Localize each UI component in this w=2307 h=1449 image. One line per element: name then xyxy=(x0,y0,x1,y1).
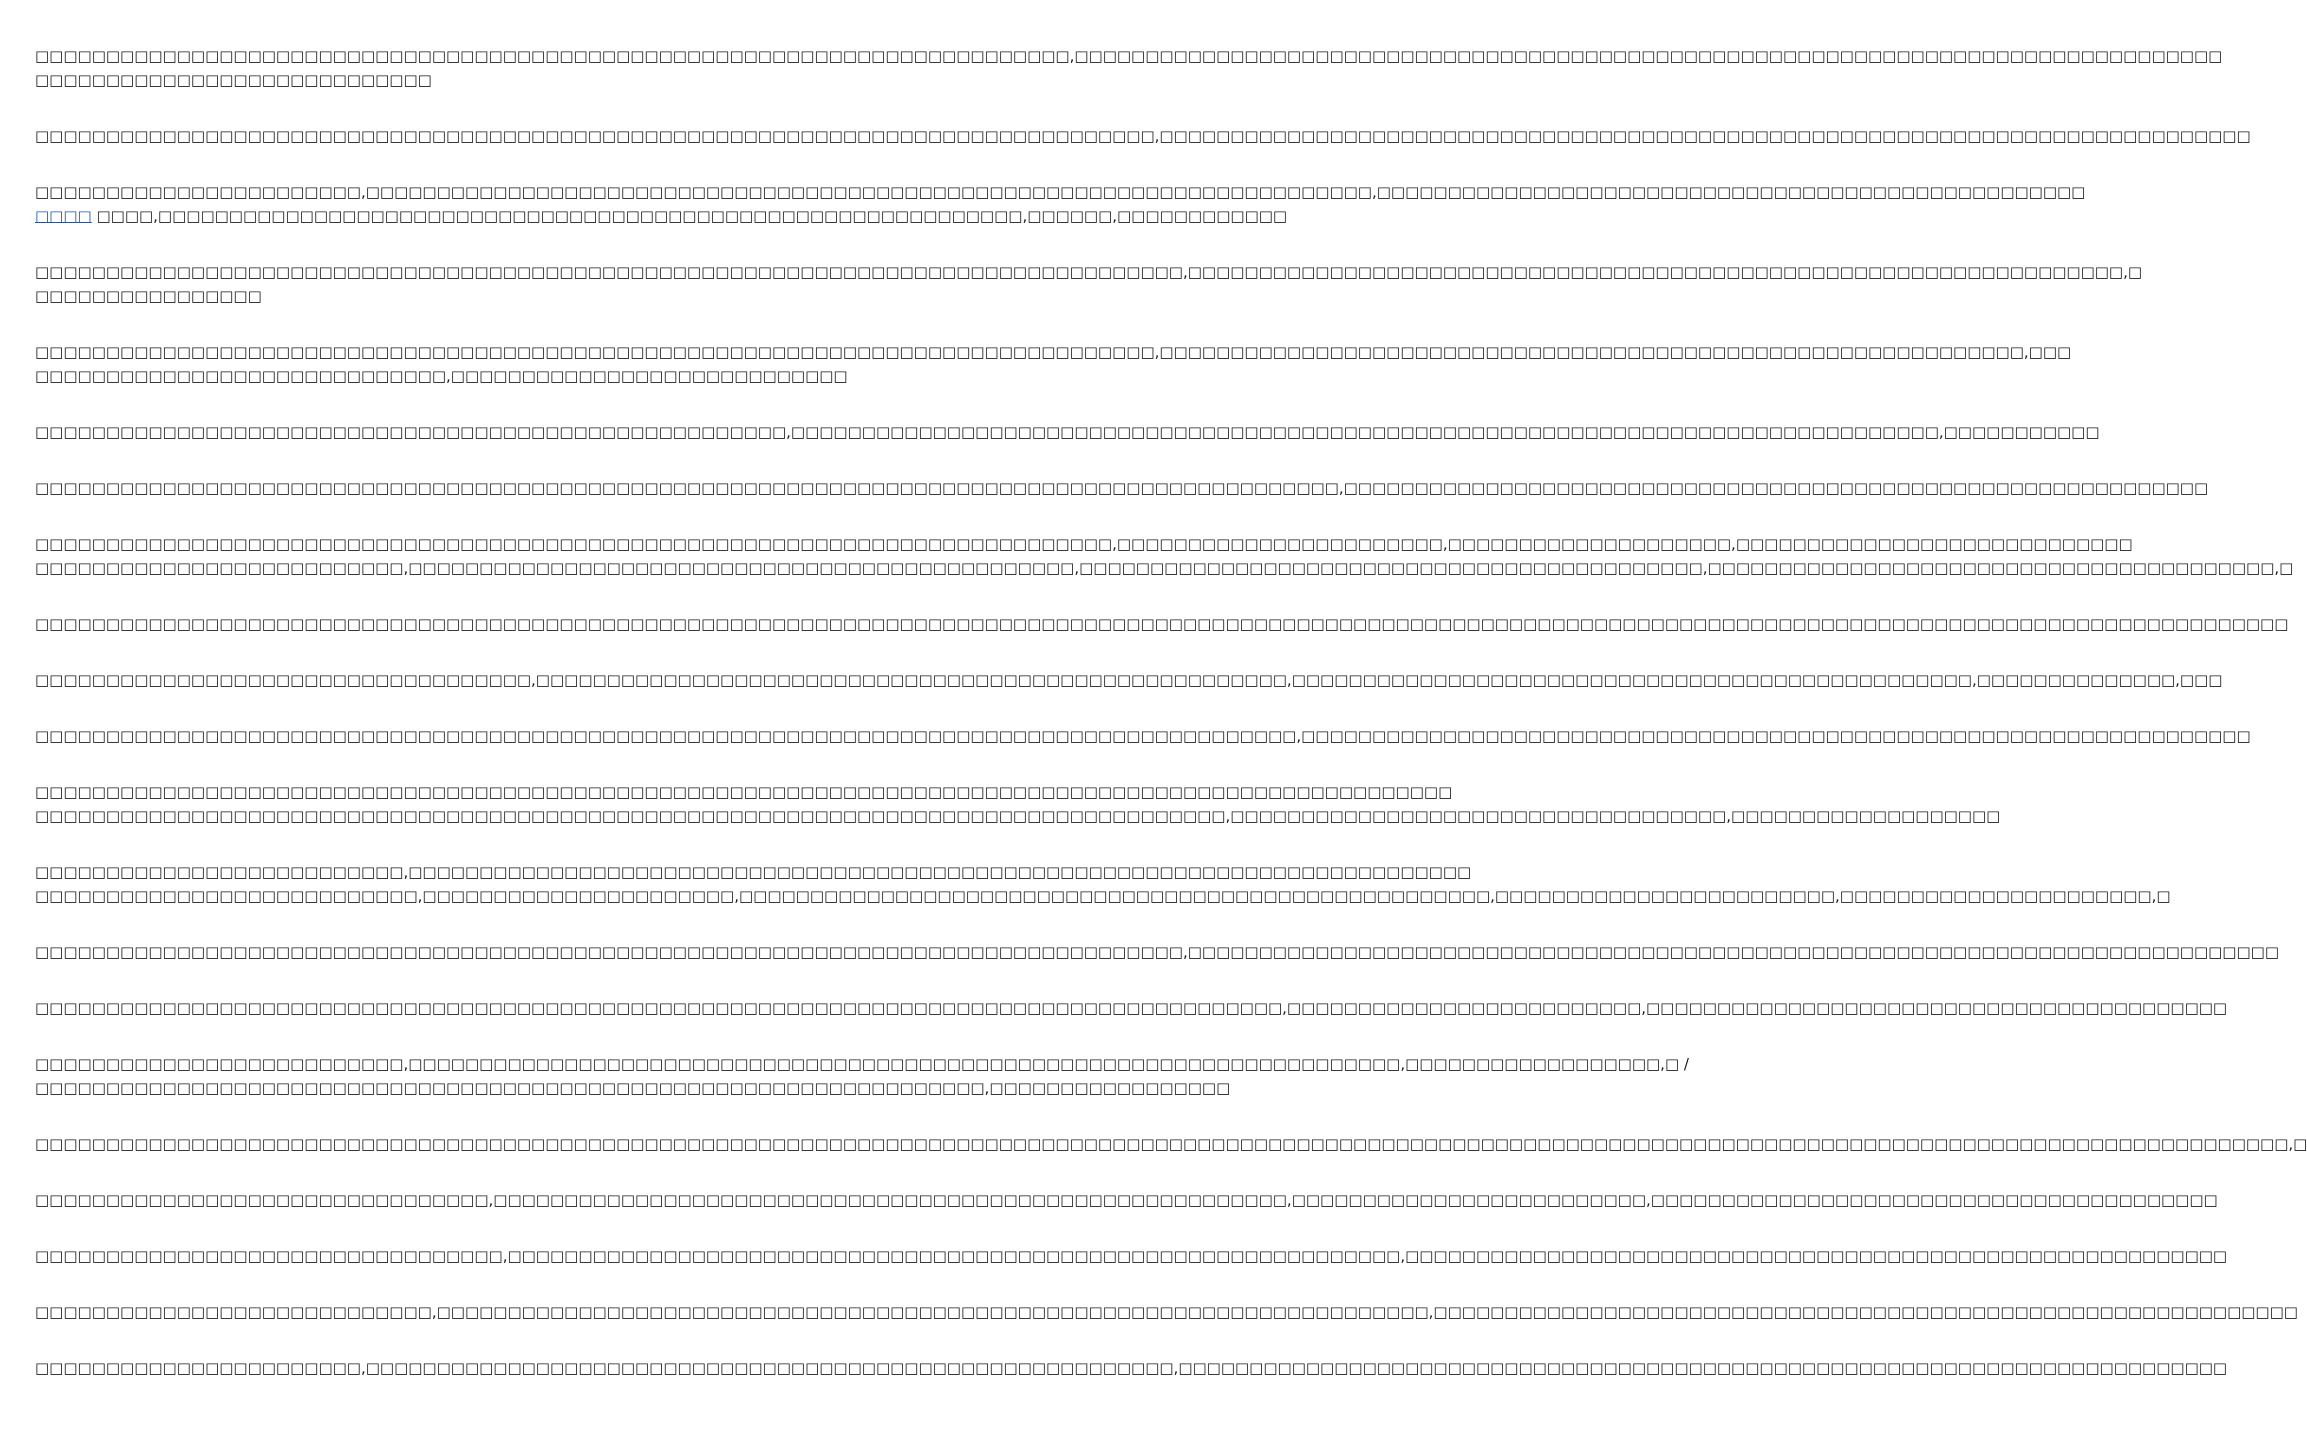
text-line: □□□□□□□□□□□□□□□□□□□□□□□,□□□□□□□□□□□□□□□□□□□□□□□□□□□□□□□□□□□□□□□□□□□□□□□□□□□□□□□□□,□□□□□□□□□□□□□□□□□□□□□□□□□□□□□□□□□□□□□□□□□□□□□□□□□□□□□□□□□□□□□□□□□□□□□□□□□□ xyxy=(35,1359,2228,1377)
text-line: □□□□□□□□□□□□□□□□□□□□□□□□□□□□□□□□□□□□□□□□□□□□□□□□□□□□□□□□□□□□□□□□□□□□□□□□□□□□□□□□□□□□□□□□□□□□□□□□□□□□ xyxy=(35,783,1453,801)
text-line: □□□□□□□□□□□□□□□□□□□□□□□□□□□□,□□□□□□□□□□□□□□□□□□□□□□□□□□□□□□□□□□□□□□□□□□□□□□□□□□□□□□□□□□□□□□□□□□□□□□,□□□□□□□□□□□□□□□□□□□□□□□□□□□□□□□□□□□□□□□□□□□□□□□□□□□□□□□□□□□□□ xyxy=(35,1303,2298,1321)
paragraph xyxy=(35,420,2100,444)
inline-link[interactable]: □□□□ xyxy=(35,207,92,225)
text-line: □□□□□□□□□□□□□□□□□□□□□□□□□□□□□□□□□□□□□□□□□□□□□□□□□□□□□□□□□□□□□□□□□□□□□□□□□,□□□□□□□□□□□□□□□□□□□□□□□□□□□□□□□□□□□□□□□□□□□□□□□□□□□□□□□□□□□□□□□□□□□□□□□□□□□□□□□□□ xyxy=(35,47,2223,65)
text-line: □□□□□□□□□□□□□□□□□□□□□□□□□□□□□□□□□□□□□□□□□□□□□□□□□□□□□□□□□□□□□□□□□□□,□□□□□□□□□□□□□□□□□ xyxy=(35,1079,1231,1097)
text-line: □□□□□□□□□□□□□□□□□□□□□□□□□□□□□□□□□□□□□□□□□□□□□□□□□□□□□□□□□□□□□□□□□□□□□□□□□□□□□□□,□□□□□□□□□□□□□□□□□□□□□□□□□□□□□□□□□□□□□□□□□□□□□□□□□□□□□□□□□□□□□,□□□ xyxy=(35,343,2072,361)
paragraph xyxy=(35,124,2251,148)
paragraph xyxy=(35,1356,2228,1380)
paragraph xyxy=(35,1132,2307,1156)
text-line: □□□□□□□□□□□□□□□□□□□□□□□□□□□□□□□□□□□□□□□□□□□□□□□□□□□□□□□□□□□□□□□□□□□□□□□□□□□□□□□□□□□□□□□□□□□□□□□□□□□□□□□□□□□□□□□□□□□□□□□□□□□□□□□□□□□□□□□□□□□□□□□□□□□□□□□□□□□□□□□ xyxy=(35,615,2289,633)
paragraph xyxy=(35,668,2223,692)
paragraph xyxy=(35,1300,2298,1324)
text-line: □□□□□□□□□□□□□□□□□□□□□□□□□□,□□□□□□□□□□□□□□□□□□□□□□□□□□□□□□□□□□□□□□□□□□□□□□□□□□□□□□□□□□□□□□□□□□□□□□,□□□□□□□□□□□□□□□□□□,□ / xyxy=(35,1055,1689,1073)
text-line: □□□□□□□□□□□□□□□□□□□□□□□□□□□□□□□□□,□□□□□□□□□□□□□□□□□□□□□□□□□□□□□□□□□□□□□□□□□□□□□□□□□□□□□□□□□□□□□□□,□□□□□□□□□□□□□□□□□□□□□□□□□□□□□□□□□□□□□□□□□□□□□□□□□□□□□□□□□□ xyxy=(35,1247,2228,1265)
text-line: □□□□□□□□□□□□□□□□□□□□□□□□□□□□□□□□□□□□□□□□□□□□□□□□□□□□□□□□□□□□□□□□□□□□□□□□□□□□□□□□□,□□□□□□□□□□□□□□□□□□□□□□□□□□□□□□□□□□□□□□□□□□□□□□□□□□□□□□□□□□□□□□□□□□□□□□□□□□□□□ xyxy=(35,943,2280,961)
paragraph xyxy=(35,180,2086,228)
text-line: □□□□□□□□□□□□□□□□□□□□□□□□□□,□□□□□□□□□□□□□□□□□□□□□□□□□□□□□□□□□□□□□□□□□□□□□□□□□□□□□□□□□□□□□□□□□□□□□□□□□□□ xyxy=(35,863,1472,881)
paragraph xyxy=(35,476,2209,500)
paragraph xyxy=(35,340,2072,388)
text-line: □□□□□□□□□□□□□□□□□□□□□□□□□□□□□□□□□□□□□□□□□□□□□□□□□□□□□□□□□□□□□□□□□□□□□□□□□□□□□□□□□□□□,□□□□□□□□□□□□□□□□□□□□□□□□□□□□□□□□□□□,□□□□□□□□□□□□□□□□□□□ xyxy=(35,807,2001,825)
document-body xyxy=(35,44,2307,1412)
paragraph xyxy=(35,724,2251,748)
text-line: □□□□□□□□□□□□□□□□□□□□□□□□□□□□□□□□□□□□□□□□□□□□□□□□□□□□□□□□□□□□□□□□□□□□□□□□□□□□□□□□□,□□□□□□□□□□□□□□□□□□□□□□□□□□□□□□□□□□□□□□□□□□□□□□□□□□□□□□□□□□□□□□□□□□,□ xyxy=(35,263,2143,281)
text-line: □□□□□□□□□□□□□□□□□□□□□□□□□□□□□□□□□□□□□□□□□□□□□□□□□□□□□□□□□□□□□□□□□□□□□□□□□□□□,□□□□□□□□□□□□□□□□□□□□□□□,□□□□□□□□□□□□□□□□□□□□,□□□□□□□□□□□□□□□□□□□□□□□□□□□□ xyxy=(35,535,2133,553)
text-line: □□□□□□□□□□□□□□□□□□□□□□□□□□□□□,□□□□□□□□□□□□□□□□□□□□□□□□□□□□ xyxy=(35,367,848,385)
paragraph xyxy=(35,940,2280,964)
text-line: □□□□□□□□□□□□□□□□□□□□□□□□□□□□□□□□□□□□□□□□□□□□□□□□□□□□□,□□□□□□□□□□□□□□□□□□□□□□□□□□□□□□□□□□□□□□□□□□□□□□□□□□□□□□□□□□□□□□□□□□□□□□□□□□□□□□□□□,□□□□□□□□□□□ xyxy=(35,423,2100,441)
text-line: □□□□□□□□□□□□□□□□□□□□□□□□□□□□ xyxy=(35,71,432,89)
paragraph xyxy=(35,780,2001,828)
paragraph xyxy=(35,44,2223,92)
paragraph xyxy=(35,1052,1689,1100)
link-trailing-text: □□□□,□□□□□□□□□□□□□□□□□□□□□□□□□□□□□□□□□□□□□□□□□□□□□□□□□□□□□□□□□□□□□,□□□□□□,□□□□□□□□□□□□ xyxy=(91,207,1288,225)
text-line: □□□□□□□□□□□□□□□□□□□□□□□□□□□□□□□□□□□□□□□□□□□□□□□□□□□□□□□□□□□□□□□□□□□□□□□□□□□□□□□□□□□□□□□□□□□□□□□□□□□□□□□□□□□□□□□□□□□□□□□□□□□□□□□□□□□□□□□□□□□□□□□□□□□□□□□□□□□□□□□,□ xyxy=(35,1135,2307,1153)
text-line: □□□□□□□□□□□□□□□□□□□□□□□□□□□□□□□□□□□□□□□□□□□□□□□□□□□□□□□□□□□□□□□□□□□□□□□□□□□□□□□□□□□□□□□□,□□□□□□□□□□□□□□□□□□□□□□□□□,□□□□□□□□□□□□□□□□□□□□□□□□□□□□□□□□□□□□□□□□□ xyxy=(35,999,2228,1017)
text-line: □□□□□□□□□□□□□□□□□□□□□□□□□□□□□□□□□□□□□□□□□□□□□□□□□□□□□□□□□□□□□□□□□□□□□□□□□□□□□□□,□□□□□□□□□□□□□□□□□□□□□□□□□□□□□□□□□□□□□□□□□□□□□□□□□□□□□□□□□□□□□□□□□□□□□□□□□□□□□ xyxy=(35,127,2251,145)
text-line: □□□□□□□□□□□□□□□□□□□□□□□□□□□□□□□□□□□,□□□□□□□□□□□□□□□□□□□□□□□□□□□□□□□□□□□□□□□□□□□□□□□□□□□□□,□□□□□□□□□□□□□□□□□□□□□□□□□□□□□□□□□□□□□□□□□□□□□□□□,□□□□□□□□□□□□□□,□□□ xyxy=(35,671,2223,689)
text-line: □□□□□□□□□□□□□□□□□□□□□□□□□□□□□□□□□□□□□□□□□□□□□□□□□□□□□□□□□□□□□□□□□□□□□□□□□□□□□□□□□□□□□□□□□□□□,□□□□□□□□□□□□□□□□□□□□□□□□□□□□□□□□□□□□□□□□□□□□□□□□□□□□□□□□□□□□□ xyxy=(35,479,2209,497)
paragraph xyxy=(35,996,2228,1020)
text-line: □□□□□□□□□□□□□□□□ xyxy=(35,287,262,305)
paragraph xyxy=(35,1244,2228,1268)
text-line: □□□□□□□□□□□□□□□□□□□□□□□□□□□□□□□□□□□□□□□□□□□□□□□□□□□□□□□□□□□□□□□□□□□□□□□□□□□□□□□□□□□□□□□□□,□□□□□□□□□□□□□□□□□□□□□□□□□□□□□□□□□□□□□□□□□□□□□□□□□□□□□□□□□□□□□□□□□□□ xyxy=(35,727,2251,745)
paragraph xyxy=(35,612,2289,636)
text-line: □□□□□□□□□□□□□□□□□□□□□□□□□□□,□□□□□□□□□□□□□□□□□□□□□□,□□□□□□□□□□□□□□□□□□□□□□□□□□□□□□□□□□□□□□□□□□□□□□□□□□□□□,□□□□□□□□□□□□□□□□□□□□□□□□,□□□□□□□□□□□□□□□□□□□□□□,□ xyxy=(35,887,2171,905)
paragraph xyxy=(35,532,2294,580)
text-line: □□□□□□□□□□□□□□□□□□□□□□□□□□,□□□□□□□□□□□□□□□□□□□□□□□□□□□□□□□□□□□□□□□□□□□□□□□,□□□□□□□□□□□□□□□□□□□□□□□□□□□□□□□□□□□□□□□□□□□□,□□□□□□□□□□□□□□□□□□□□□□□□□□□□□□□□□□□□□□□□,□ xyxy=(35,559,2294,577)
text-line-with-link xyxy=(35,204,1288,228)
paragraph xyxy=(35,860,2171,908)
text-line: □□□□□□□□□□□□□□□□□□□□□□□□□□□□□□□□,□□□□□□□□□□□□□□□□□□□□□□□□□□□□□□□□□□□□□□□□□□□□□□□□□□□□□□□□,□□□□□□□□□□□□□□□□□□□□□□□□□,□□□□□□□□□□□□□□□□□□□□□□□□□□□□□□□□□□□□□□□□ xyxy=(35,1191,2218,1209)
text-line: □□□□□□□□□□□□□□□□□□□□□□□,□□□□□□□□□□□□□□□□□□□□□□□□□□□□□□□□□□□□□□□□□□□□□□□□□□□□□□□□□□□□□□□□□□□□□□□,□□□□□□□□□□□□□□□□□□□□□□□□□□□□□□□□□□□□□□□□□□□□□□□□□□ xyxy=(35,183,2086,201)
paragraph xyxy=(35,260,2143,308)
paragraph xyxy=(35,1188,2218,1212)
